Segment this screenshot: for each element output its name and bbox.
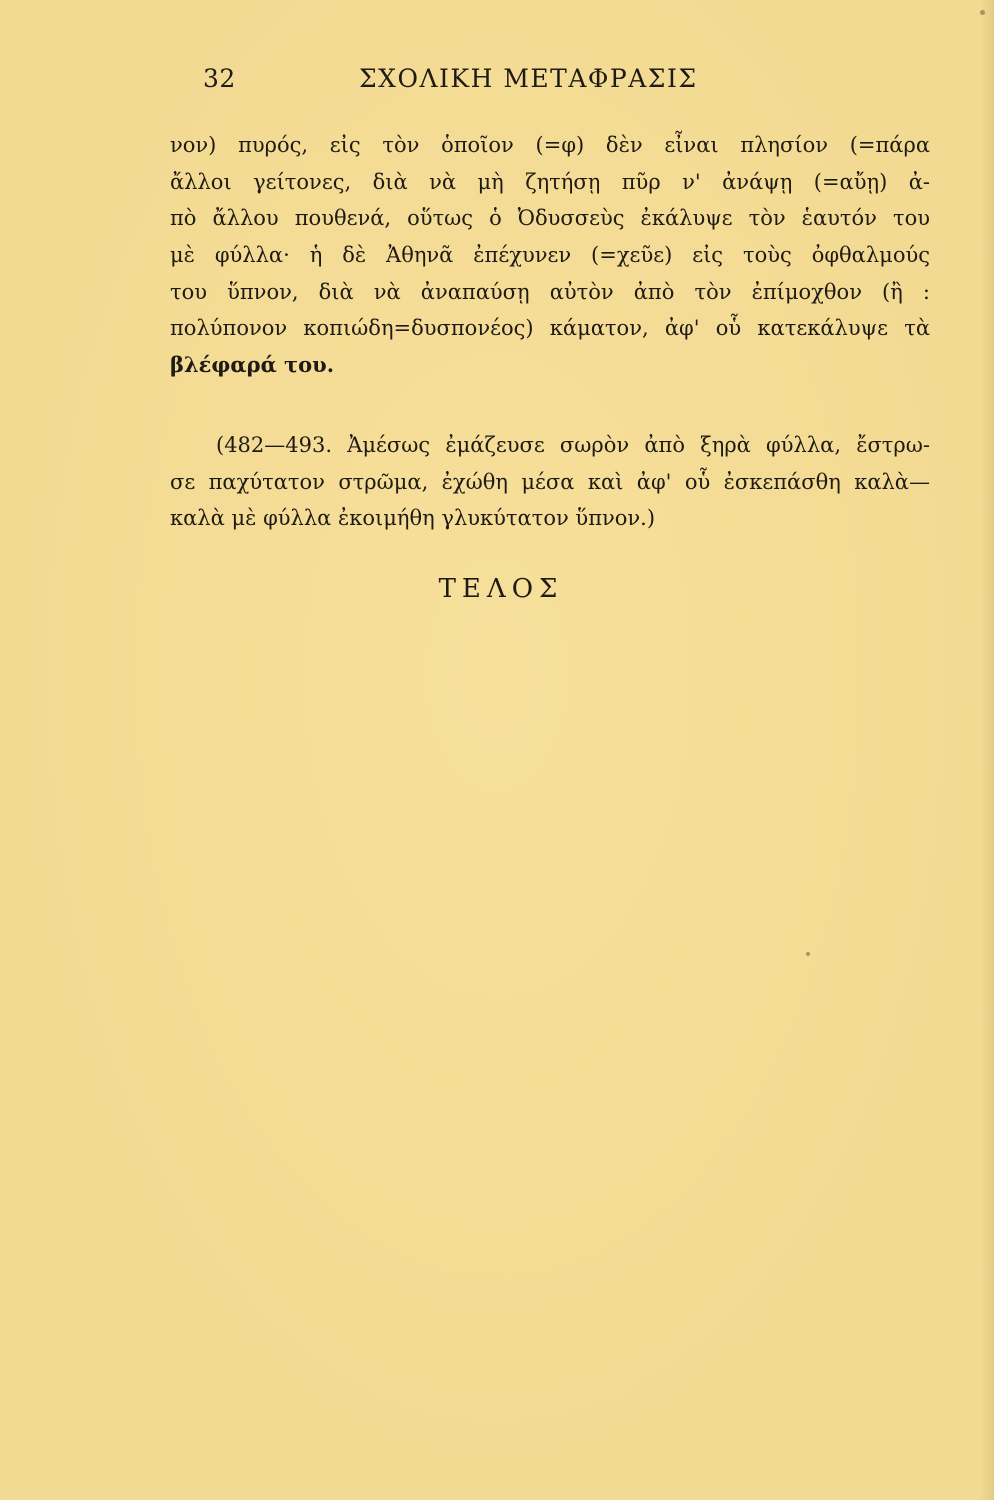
text-line: βλέφαρά του. [170,352,335,378]
paper-speck [980,10,985,15]
paragraph-2 [170,427,930,537]
text-line: μὲ φύλλα· ἡ δὲ Ἀθηνᾶ ἐπέχυνεν (=χεῦε) εἰς τοὺς ὀφθαλμούς [170,243,930,268]
text-line: πολύπονον κοπιώδη=δυσπονέος) κάματον, ἀφ' οὗ κατεκάλυψε τὰ [170,316,930,341]
page-edge-shadow [980,0,994,1500]
paragraph-1 [170,127,930,384]
text-line: του ὕπνον, διὰ νὰ ἀναπαύσῃ αὐτὸν ἀπὸ τὸν ἐπίμοχθον (ἢ : [170,279,930,304]
text-line: νον) πυρός, εἰς τὸν ὁποῖον (=φ) δὲν εἶναι πλησίον (=πάρα [170,133,930,157]
page-header [0,64,994,96]
text-line: (482—493. Ἀμέσως ἐμάζευσε σωρὸν ἀπὸ ξηρὰ φύλλα, ἔστρω- [216,432,930,457]
body-text [170,127,930,537]
paper-speck [806,952,810,956]
page-number: 32 [203,64,236,93]
text-line: πὸ ἄλλου πουθενά, οὕτως ὁ Ὀδυσσεὺς ἐκάλυψε τὸν ἑαυτόν του [170,206,930,231]
text-line: καλὰ μὲ φύλλα ἐκοιμήθη γλυκύτατον ὕπνον.) [170,506,656,531]
text-line: ἄλλοι γείτονες, διὰ νὰ μὴ ζητήσῃ πῦρ ν' ἀνάψῃ (=αὔῃ) ἀ- [170,169,930,194]
text-line: σε παχύτατον στρῶμα, ἐχώθη μέσα καὶ ἀφ' οὗ ἐσκεπάσθη καλὰ— [170,469,930,494]
the-end-heading: ΤΕΛΟΣ [438,574,564,604]
running-title: ΣΧΟΛΙΚΗ ΜΕΤΑΦΡΑΣΙΣ [359,64,698,93]
